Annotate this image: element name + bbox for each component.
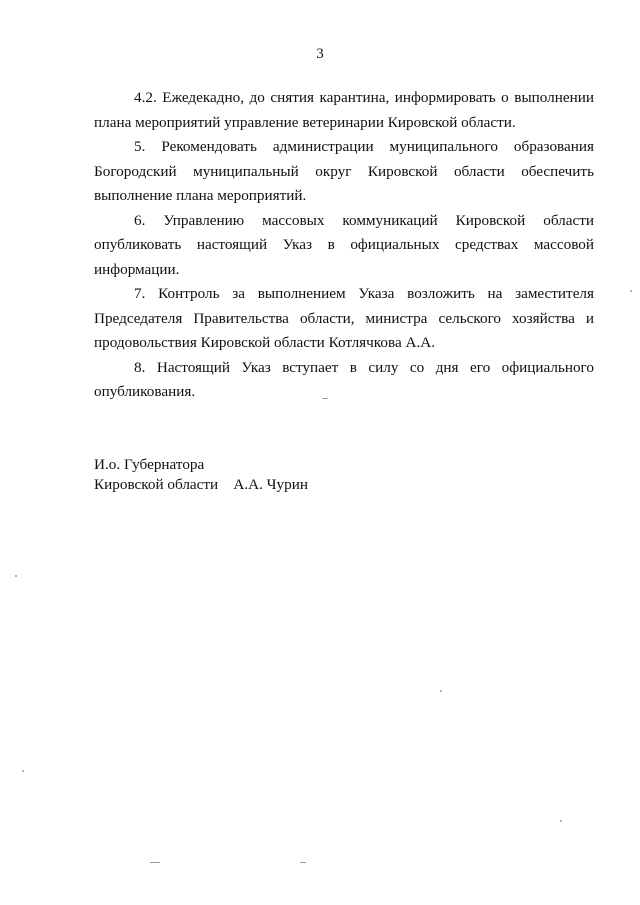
- paragraph-5: 5. Рекомендовать администрации муниципального образования Богородский муниципальный округ Кировской области обеспечить выполнение плана мероприятий.: [94, 138, 594, 204]
- paragraph-7: 7. Контроль за выполнением Указа возложить на заместителя Председателя Правительства области, министра сельского хозяйства и продовольствия Кировской области Котлячкова А.А.: [94, 285, 594, 351]
- paragraph-4-2: 4.2. Ежедекадно, до снятия карантина, информировать о выполнении плана мероприятий управление ветеринарии Кировской области.: [94, 89, 594, 131]
- scan-speck: [150, 862, 160, 863]
- scan-speck: [630, 290, 632, 292]
- scan-speck: [15, 575, 17, 577]
- paragraph-6: 6. Управлению массовых коммуникаций Кировской области опубликовать настоящий Указ в официальных средствах массовой информации.: [94, 211, 594, 278]
- signatory-title: И.о. Губернатора: [94, 456, 205, 473]
- page-number: 3: [316, 46, 324, 62]
- paragraph-8: 8. Настоящий Указ вступает в силу со дня его официального опубликования.: [94, 358, 594, 400]
- scan-speck: [300, 862, 306, 863]
- signatory-region-name: Кировской области А.А. Чурин: [94, 476, 308, 493]
- scan-speck: [22, 770, 24, 772]
- document-body: [94, 86, 594, 405]
- scan-speck: [440, 690, 442, 692]
- scan-speck: [560, 820, 562, 822]
- scan-speck: [322, 398, 328, 399]
- signature-block: [94, 455, 308, 495]
